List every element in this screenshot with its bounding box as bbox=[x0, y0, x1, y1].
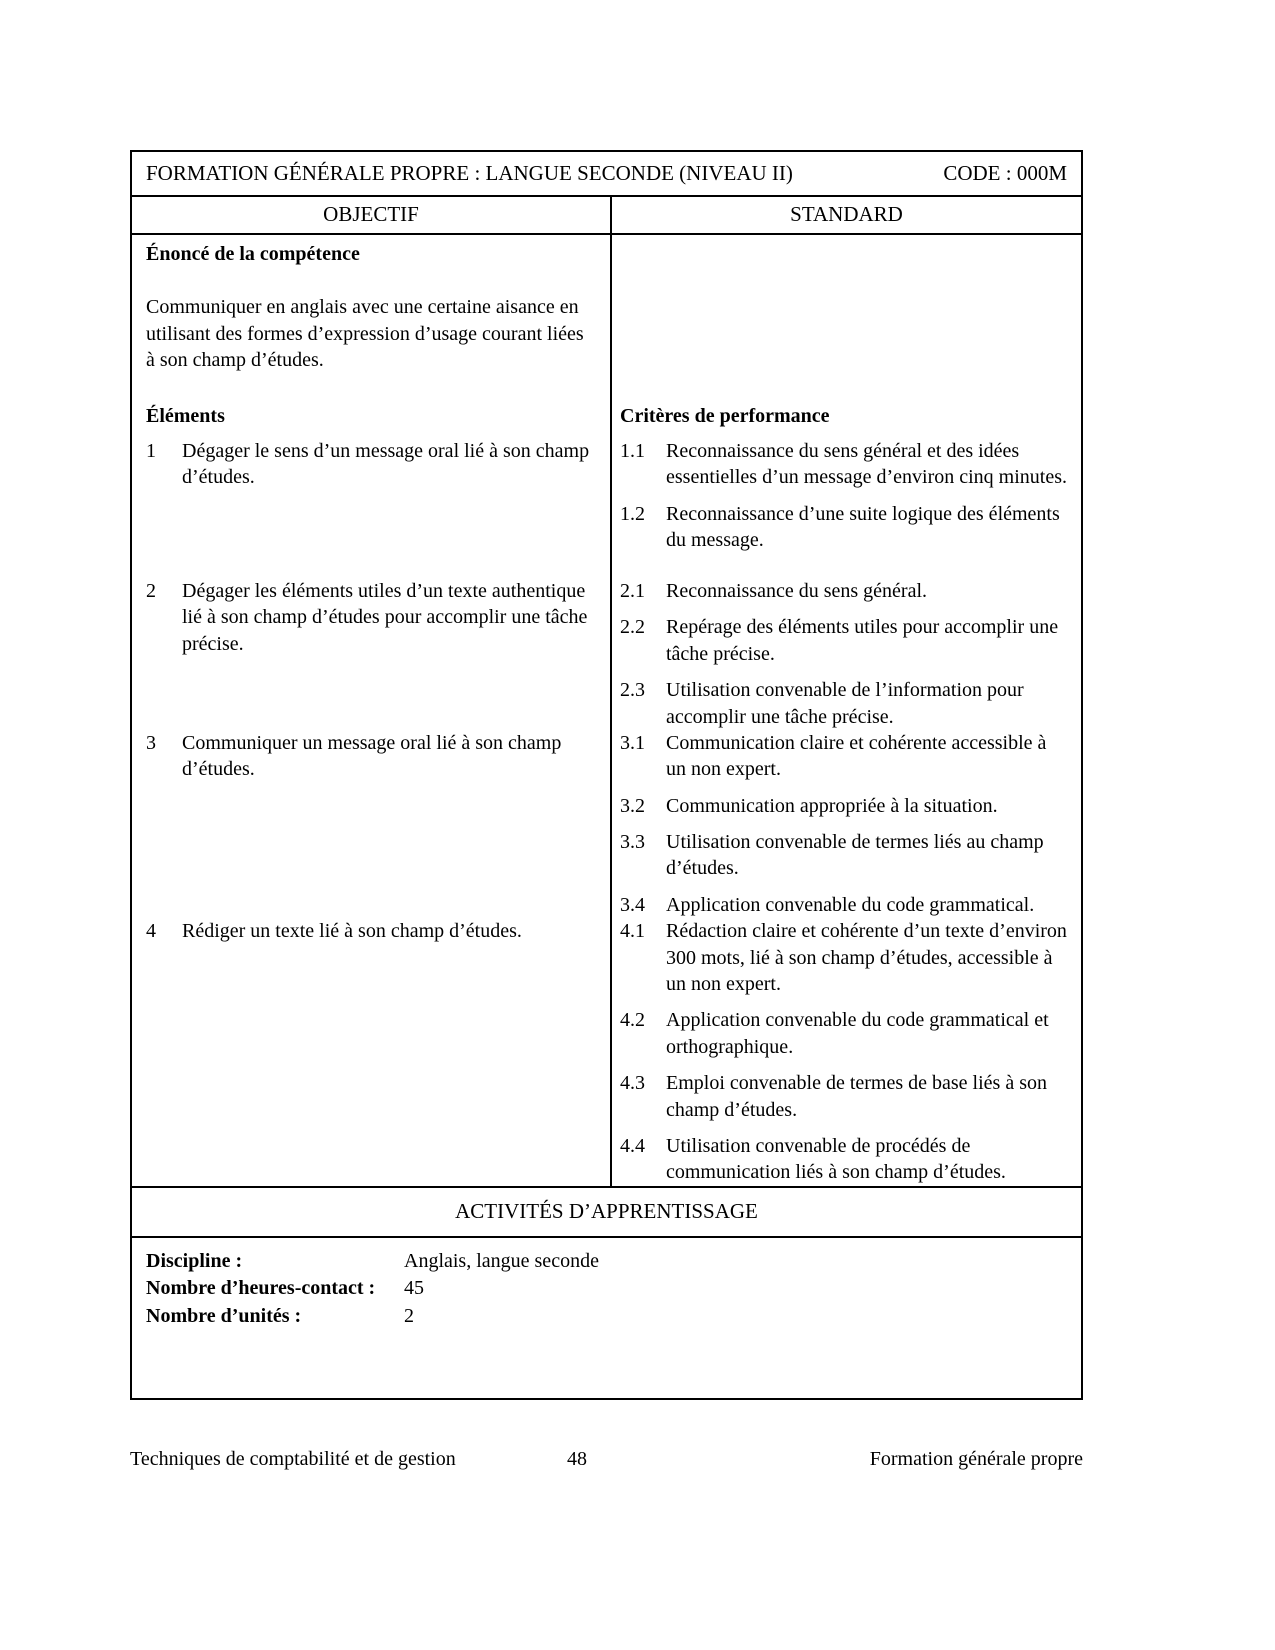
criterion-text: Utilisation convenable de l’information pour accomplir une tâche précise. bbox=[666, 679, 1024, 728]
elements-heading-cell bbox=[132, 403, 612, 438]
element-text: Communiquer un message oral lié à son champ d’études. bbox=[182, 731, 562, 781]
criterion bbox=[620, 793, 1069, 819]
enonce-heading: Énoncé de la compétence bbox=[146, 243, 360, 265]
enonce-text: Communiquer en anglais avec une certaine aisance en utilisant des formes d’expression d’usage courant liées à son champ d’études. bbox=[146, 296, 584, 372]
element-row bbox=[132, 730, 612, 918]
document-title: FORMATION GÉNÉRALE PROPRE : LANGUE SECONDE (NIVEAU II) bbox=[146, 161, 793, 185]
criterion-number: 3.3 bbox=[620, 831, 645, 854]
page-footer bbox=[130, 1448, 1083, 1471]
criterion-text: Reconnaissance du sens général et des idées essentielles d’un message d’environ cinq minutes. bbox=[666, 439, 1068, 489]
criteria-group bbox=[612, 578, 1081, 730]
elements-heading: Éléments bbox=[146, 404, 225, 427]
objectif-column-heading: OBJECTIF bbox=[132, 197, 612, 233]
criterion bbox=[620, 829, 1069, 882]
criterion-number: 2.3 bbox=[620, 679, 645, 702]
discipline-value: Anglais, langue seconde bbox=[404, 1249, 599, 1272]
discipline-label: Discipline : bbox=[146, 1249, 243, 1272]
criterion-number: 4.2 bbox=[620, 1009, 645, 1032]
criterion bbox=[620, 438, 1069, 491]
element-number: 1 bbox=[146, 439, 156, 462]
criterion-number: 3.1 bbox=[620, 731, 645, 754]
criteres-heading-cell bbox=[612, 403, 1081, 438]
element-row bbox=[132, 438, 612, 578]
unites-row bbox=[146, 1303, 1067, 1331]
criterion-text: Repérage des éléments utiles pour accomplir une tâche précise. bbox=[666, 616, 1059, 665]
heures-contact-value: 45 bbox=[404, 1277, 424, 1300]
criterion bbox=[620, 501, 1069, 554]
criterion-number: 2.1 bbox=[620, 579, 645, 602]
criterion bbox=[620, 677, 1069, 730]
criterion bbox=[620, 730, 1069, 783]
criteria-group bbox=[612, 438, 1081, 578]
element-row bbox=[132, 918, 612, 1186]
criterion-text: Application convenable du code grammatical et orthographique. bbox=[666, 1009, 1049, 1058]
criterion-text: Application convenable du code grammatical. bbox=[666, 893, 1035, 916]
enonce-section bbox=[132, 235, 612, 403]
criterion-number: 3.4 bbox=[620, 893, 645, 916]
unites-label: Nombre d’unités : bbox=[146, 1304, 302, 1327]
element-text: Dégager les éléments utiles d’un texte authentique lié à son champ d’études pour accomplir une tâche précise. bbox=[182, 579, 588, 655]
criterion-number: 4.1 bbox=[620, 920, 645, 943]
discipline-section bbox=[132, 1238, 1081, 1398]
criteres-heading: Critères de performance bbox=[620, 404, 830, 427]
criterion bbox=[620, 1070, 1069, 1123]
heures-contact-row bbox=[146, 1275, 1067, 1303]
criterion-text: Utilisation convenable de procédés de communication liés à son champ d’études. bbox=[666, 1134, 1006, 1184]
element-number: 4 bbox=[146, 920, 156, 943]
standard-column-heading: STANDARD bbox=[790, 202, 903, 226]
criterion-number: 3.2 bbox=[620, 794, 645, 817]
criterion-text: Reconnaissance du sens général. bbox=[666, 579, 928, 602]
criterion-text: Communication claire et cohérente accessible à un non expert. bbox=[666, 731, 1047, 781]
content-grid bbox=[132, 235, 1081, 1186]
activites-heading: ACTIVITÉS D’APPRENTISSAGE bbox=[132, 1186, 1081, 1238]
criterion-number: 4.3 bbox=[620, 1072, 645, 1095]
criterion bbox=[620, 918, 1069, 997]
discipline-row bbox=[146, 1248, 1067, 1276]
page-number: 48 bbox=[567, 1448, 587, 1470]
criterion-text: Emploi convenable de termes de base liés à son champ d’études. bbox=[666, 1072, 1047, 1121]
element-row bbox=[132, 578, 612, 730]
criterion-text: Reconnaissance d’une suite logique des éléments du message. bbox=[666, 502, 1060, 552]
element-number: 2 bbox=[146, 579, 156, 602]
table-title-row bbox=[132, 152, 1081, 197]
criterion-text: Communication appropriée à la situation. bbox=[666, 794, 998, 817]
criterion bbox=[620, 892, 1069, 918]
criterion bbox=[620, 1007, 1069, 1060]
criterion bbox=[620, 578, 1069, 604]
element-number: 3 bbox=[146, 731, 156, 754]
criterion bbox=[620, 614, 1069, 667]
heures-contact-label: Nombre d’heures-contact : bbox=[146, 1277, 376, 1300]
column-headings-row bbox=[132, 197, 1081, 235]
criterion-number: 4.4 bbox=[620, 1134, 645, 1157]
criterion-text: Rédaction claire et cohérente d’un texte d’environ 300 mots, lié à son champ d’études, accessible à un non expert. bbox=[666, 920, 1067, 996]
criterion-text: Utilisation convenable de termes liés au champ d’études. bbox=[666, 831, 1044, 880]
element-text: Rédiger un texte lié à son champ d’études. bbox=[182, 920, 522, 943]
criteria-group bbox=[612, 918, 1081, 1186]
element-text: Dégager le sens d’un message oral lié à son champ d’études. bbox=[182, 439, 590, 489]
unites-value: 2 bbox=[404, 1304, 414, 1327]
document-code: CODE : 000M bbox=[943, 161, 1067, 185]
criterion-number: 2.2 bbox=[620, 616, 645, 639]
criteria-group bbox=[612, 730, 1081, 918]
competency-table bbox=[130, 150, 1083, 1400]
criterion-number: 1.2 bbox=[620, 502, 645, 525]
criterion-number: 1.1 bbox=[620, 439, 645, 462]
footer-program-title: Techniques de comptabilité et de gestion bbox=[130, 1448, 456, 1470]
enonce-right-spacer bbox=[612, 235, 1081, 403]
footer-section-title: Formation générale propre bbox=[869, 1448, 1083, 1470]
criterion bbox=[620, 1133, 1069, 1186]
